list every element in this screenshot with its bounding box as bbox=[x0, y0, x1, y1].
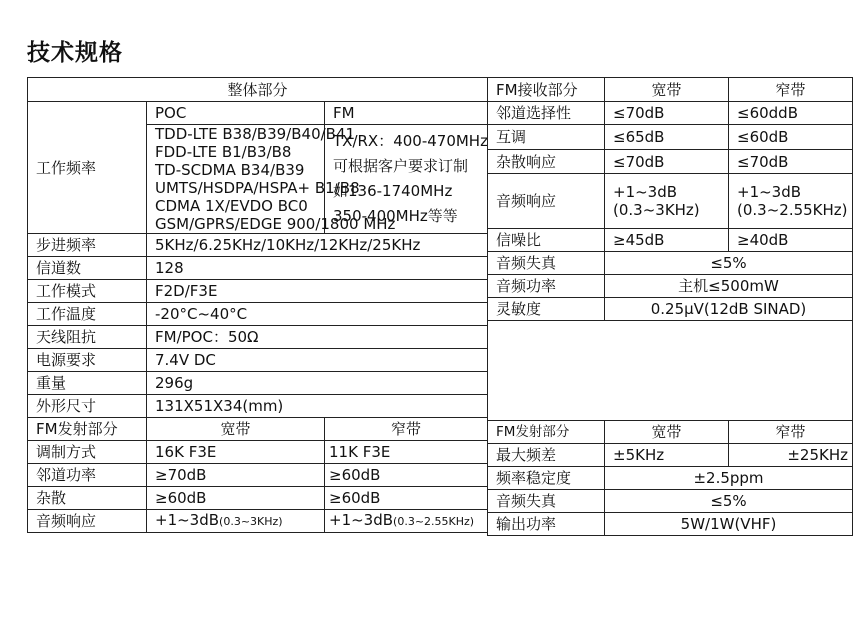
tx-header-wide: 宽带 bbox=[147, 418, 325, 441]
rtx-stab-value: ±2.5ppm bbox=[605, 467, 853, 490]
mode-label: 工作模式 bbox=[28, 280, 147, 303]
rx-imd-narrow: ≤60dB bbox=[729, 125, 853, 150]
rx-adj-wide: ≤70dB bbox=[605, 102, 729, 125]
rx-apower-label: 音频功率 bbox=[488, 275, 605, 298]
rx-snr-narrow: ≥40dB bbox=[729, 229, 853, 252]
power-value: 7.4V DC bbox=[147, 349, 488, 372]
tx-spur-label: 杂散 bbox=[28, 487, 147, 510]
impedance-label: 天线阻抗 bbox=[28, 326, 147, 349]
rtx-out-value: 5W/1W(VHF) bbox=[605, 513, 853, 536]
rtx-header-wide: 宽带 bbox=[605, 421, 729, 444]
tx-spur-narrow: ≥60dB bbox=[325, 487, 488, 510]
poc-label: POC bbox=[147, 102, 325, 125]
rtx-dev-wide: ±5KHz bbox=[605, 444, 729, 467]
step-label: 步进频率 bbox=[28, 234, 147, 257]
temp-label: 工作温度 bbox=[28, 303, 147, 326]
tx-adj-label: 邻道功率 bbox=[28, 464, 147, 487]
rx-imd-label: 互调 bbox=[488, 125, 605, 150]
rtx-header-label: FM发射部分 bbox=[488, 421, 605, 444]
rtx-header-narrow: 窄带 bbox=[729, 421, 853, 444]
rtx-dev-label: 最大频差 bbox=[488, 444, 605, 467]
tx-audio-label: 音频响应 bbox=[28, 510, 147, 533]
tx-header-narrow: 窄带 bbox=[325, 418, 488, 441]
rx-sens-label: 灵敏度 bbox=[488, 298, 605, 321]
rx-sens-value: 0.25μV(12dB SINAD) bbox=[605, 298, 853, 321]
tx-mod-wide: 16K F3E bbox=[147, 441, 325, 464]
blank-area bbox=[488, 321, 853, 421]
impedance-value: FM/POC：50Ω bbox=[147, 326, 488, 349]
weight-label: 重量 bbox=[28, 372, 147, 395]
rx-snr-label: 信噪比 bbox=[488, 229, 605, 252]
mode-value: F2D/F3E bbox=[147, 280, 488, 303]
rx-dist-value: ≤5% bbox=[605, 252, 853, 275]
weight-value: 296g bbox=[147, 372, 488, 395]
rx-audio-wide: +1~3dB (0.3~3KHz) bbox=[605, 174, 729, 229]
rx-adj-label: 邻道选择性 bbox=[488, 102, 605, 125]
tx-audio-wide: +1~3dB(0.3~3KHz) bbox=[147, 510, 325, 533]
channels-value: 128 bbox=[147, 257, 488, 280]
rx-header-wide: 宽带 bbox=[605, 78, 729, 102]
rtx-out-label: 输出功率 bbox=[488, 513, 605, 536]
rx-header-label: FM接收部分 bbox=[488, 78, 605, 102]
tx-mod-narrow: 11K F3E bbox=[325, 441, 488, 464]
fm-bands: TX/RX：400-470MHz 可根据客户要求订制 如136-1740MHz 350-400MHz等等 bbox=[325, 125, 488, 234]
tx-adj-wide: ≥70dB bbox=[147, 464, 325, 487]
rx-spec-table bbox=[487, 77, 853, 536]
rx-spur-narrow: ≤70dB bbox=[729, 150, 853, 174]
tx-spur-wide: ≥60dB bbox=[147, 487, 325, 510]
poc-bands: TDD-LTE B38/B39/B40/B41 FDD-LTE B1/B3/B8 TD-SCDMA B34/B39 UMTS/HSDPA/HSPA+ B1/B8 CDMA 1X/EVDO BC0 GSM/GPRS/EDGE 900/1800 MHz bbox=[147, 125, 325, 234]
rtx-stab-label: 频率稳定度 bbox=[488, 467, 605, 490]
size-label: 外形尺寸 bbox=[28, 395, 147, 418]
tx-header-label: FM发射部分 bbox=[28, 418, 147, 441]
rx-spur-wide: ≤70dB bbox=[605, 150, 729, 174]
general-spec-table bbox=[27, 77, 488, 533]
page-title: 技术规格 bbox=[27, 40, 123, 66]
rx-imd-wide: ≤65dB bbox=[605, 125, 729, 150]
fm-label: FM bbox=[325, 102, 488, 125]
rx-apower-value: 主机≤500mW bbox=[605, 275, 853, 298]
step-value: 5KHz/6.25KHz/10KHz/12KHz/25KHz bbox=[147, 234, 488, 257]
rtx-dist-value: ≤5% bbox=[605, 490, 853, 513]
rx-audio-label: 音频响应 bbox=[488, 174, 605, 229]
channels-label: 信道数 bbox=[28, 257, 147, 280]
rx-header-narrow: 窄带 bbox=[729, 78, 853, 102]
rtx-dev-narrow: ±25KHz bbox=[729, 444, 853, 467]
rx-audio-narrow: +1~3dB (0.3~2.55KHz) bbox=[729, 174, 853, 229]
rx-spur-label: 杂散响应 bbox=[488, 150, 605, 174]
rtx-dist-label: 音频失真 bbox=[488, 490, 605, 513]
tx-adj-narrow: ≥60dB bbox=[325, 464, 488, 487]
power-label: 电源要求 bbox=[28, 349, 147, 372]
rx-adj-narrow: ≤60ddB bbox=[729, 102, 853, 125]
freq-label: 工作频率 bbox=[28, 102, 147, 234]
general-header: 整体部分 bbox=[28, 78, 488, 102]
temp-value: -20°C~40°C bbox=[147, 303, 488, 326]
size-value: 131X51X34(mm) bbox=[147, 395, 488, 418]
tx-audio-narrow: +1~3dB(0.3~2.55KHz) bbox=[325, 510, 488, 533]
tx-mod-label: 调制方式 bbox=[28, 441, 147, 464]
rx-snr-wide: ≥45dB bbox=[605, 229, 729, 252]
rx-dist-label: 音频失真 bbox=[488, 252, 605, 275]
